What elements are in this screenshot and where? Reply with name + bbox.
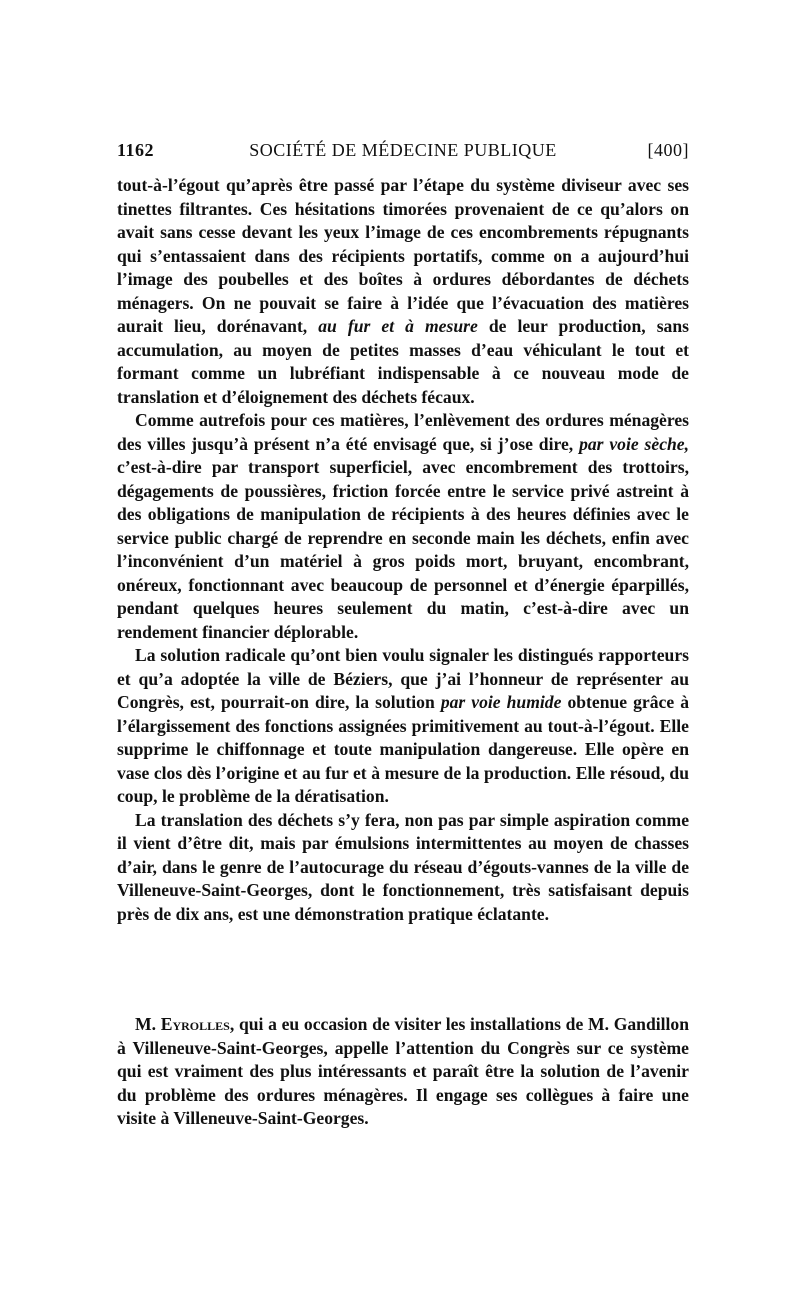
paragraph-3-text-b: obtenue grâce à l’élargissement des fonctions assignées primitivement au tout-à-l’égout. Elle supprime le chiffonnage et toute manipulation dangereuse. Elle opère en vase clos dès l’origine et au fur et à mesure de la production. Elle résoud, du coup, le problème de la dératisation. (117, 692, 689, 806)
running-title: SOCIÉTÉ DE MÉDECINE PUBLIQUE (249, 140, 557, 160)
paragraph-1 (117, 174, 689, 409)
page-reference: [400] (647, 140, 689, 160)
paragraph-2-text-b: c’est-à-dire par transport superficiel, avec encombrement des trottoirs, dégagements de poussières, friction forcée entre le service privé astreint à des obligations de manipulation de récipients à des heures définies avec le service public chargé de reprendre en seconde main les déchets, enfin avec l’inconvénient d’un matériel à gros poids mort, bruyant, encombrant, onéreux, fonctionnant avec beaucoup de personnel et d’énergie éparpillés, pendant quelques heures seulement du matin, c’est-à-dire avec un rendement financier déplorable. (117, 457, 689, 642)
paragraph-4-text: La translation des déchets s’y fera, non pas par simple aspiration comme il vient d’être dit, mais par émulsions intermittentes au moyen de chasses d’air, dans le genre de l’autocurage du réseau d’égouts-vannes de la ville de Villeneuve-Saint-Georges, dont le fonctionnement, très satisfaisant depuis près de dix ans, est une démonstration pratique éclatante. (117, 809, 689, 924)
main-text (117, 174, 689, 926)
paragraph-2-text-a: Comme autrefois pour ces matières, l’enlèvement des ordures ménagères des villes jusqu’à présent n’a été envisagé que, si j’ose dire, (117, 410, 689, 454)
page-number: 1162 (117, 140, 155, 160)
discussion-remark (117, 1013, 689, 1131)
discussion-text: , qui a eu occasion de visiter les installations de M. Gandillon à Villeneuve-Saint-Georges, appelle l’attention du Congrès sur ce système qui est vraiment des plus intéressants et paraît être la solution de l’avenir du problème des ordures ménagères. Il engage ses collègues à faire une visite à Villeneuve-Saint-Georges. (117, 1014, 690, 1128)
paragraph-1-text-b: de leur production, sans accumulation, au moyen de petites masses d’eau véhiculant le tout et formant comme un lubréfiant indispensable à ce nouveau mode de translation et d’éloignement des déchets fécaux. (117, 316, 689, 407)
running-header (117, 140, 689, 166)
paragraph-2-italic: par voie sèche, (579, 433, 690, 454)
paragraph-4 (117, 809, 689, 927)
paragraph-2 (117, 409, 689, 644)
paragraph-1-text-a: tout-à-l’égout qu’après être passé par l’étape du système diviseur avec ses tinettes filtrantes. Ces hésitations timorées provenaient de ce qu’alors on avait sans cesse devant les yeux l’image de ces encombrements répugnants qui s’entassaient dans des récipients portatifs, comme on a aujourd’hui l’image des poubelles et des boîtes à ordures débordantes de déchets ménagers. On ne pouvait se faire à l’idée que l’évacuation des matières aurait lieu, dorénavant, (117, 175, 689, 336)
speaker-prefix: M. (135, 1014, 161, 1034)
paragraph-3 (117, 644, 689, 809)
paragraph-3-text-a: La solution radicale qu’ont bien voulu signaler les distingués rapporteurs et qu’a adoptée la ville de Béziers, que j’ai l’honneur de représenter au Congrès, est, pourrait-on dire, la solution (117, 645, 689, 712)
speaker-name: Eyrolles (160, 1014, 230, 1034)
paragraph-1-italic: au fur et à mesure (318, 316, 478, 336)
paragraph-3-italic: par voie humide (440, 692, 562, 712)
discussion-paragraph (117, 1013, 689, 1131)
